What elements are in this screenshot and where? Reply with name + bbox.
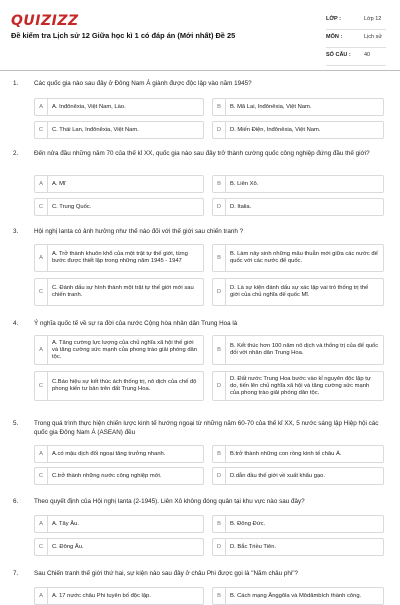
option-letter: D (213, 468, 226, 484)
option-letter: B (213, 99, 226, 115)
option-a[interactable] (34, 515, 204, 533)
option-text: B. Kết thúc hơn 100 năm nô dịch và thống trị của đế quốc đối với nhân dân Trung Hoa. (230, 343, 379, 356)
option-a[interactable] (34, 587, 204, 605)
option-letter: A (35, 176, 48, 192)
option-text: D.dẫn đầu thế giới về xuất khẩu gạo. (230, 472, 326, 479)
question-number: 4. (13, 320, 19, 327)
option-a[interactable] (34, 98, 204, 116)
meta-label: SỐ CÂU : (326, 52, 351, 58)
meta-value: Lớp 12 (364, 16, 382, 22)
option-letter: C (35, 122, 48, 138)
option-text: A.có mậu dịch đối ngoại tăng trưởng nhanh. (52, 450, 166, 457)
option-letter: C (35, 279, 48, 305)
option-c[interactable] (34, 538, 204, 556)
option-text: B. Mã Lai, Inđônêxia, Việt Nam. (230, 103, 312, 110)
option-letter: B (213, 446, 226, 462)
quizizz-logo[interactable]: QUIZIZZ (11, 13, 79, 29)
question-number: 3. (13, 228, 19, 235)
meta-row-class (326, 14, 386, 30)
option-c[interactable] (34, 467, 204, 485)
option-text: D. Italia. (230, 203, 252, 210)
option-text: C. Thái Lan, Inđônêxia, Việt Nam. (52, 126, 139, 133)
page-title: Đề kiểm tra Lịch sử 12 Giữa học kì 1 có đáp án (Mới nhất) Đề 25 (11, 31, 236, 40)
option-letter: A (35, 446, 48, 462)
meta-row-subject (326, 32, 386, 48)
option-text: C. Đánh dấu sự hình thành một trật tự thế giới mới sau chiến tranh. (52, 285, 194, 298)
option-letter: A (35, 99, 48, 115)
option-letter: B (213, 588, 226, 604)
meta-label: MÔN : (326, 34, 343, 40)
option-a[interactable] (34, 244, 204, 272)
option-letter: A (35, 516, 48, 532)
option-letter: D (213, 199, 226, 215)
option-text: C.Báo hiệu sự kết thúc ách thống trị, nô dịch của chế độ phong kiến tư bản trên đất Trung Hoa. (52, 379, 197, 392)
option-text: A. Mĩ (52, 180, 66, 187)
option-d[interactable] (212, 371, 384, 401)
option-text: A. Tây Âu. (52, 520, 79, 527)
option-letter: A (35, 336, 48, 364)
option-c[interactable] (34, 371, 204, 401)
option-text: B.trở thành những con rồng kinh tế châu Á. (230, 450, 342, 457)
question-number: 6. (13, 498, 19, 505)
header (0, 0, 400, 71)
option-c[interactable] (34, 278, 204, 306)
option-b[interactable] (212, 587, 384, 605)
option-letter: D (213, 372, 226, 400)
option-text: A. Inđônêxia, Việt Nam, Lào. (52, 103, 126, 110)
option-text: B. Đông Đức. (230, 520, 266, 527)
meta-value: 40 (364, 52, 371, 58)
option-b[interactable] (212, 244, 384, 272)
question-text: Hội nghị Ianta có ảnh hưởng như thế nào đối với thế giới sau chiến tranh ? (34, 228, 244, 235)
question-number: 1. (13, 80, 19, 87)
question-text: Các quốc gia nào sau đây ở Đông Nam Á giành được độc lập vào năm 1945? (34, 80, 252, 87)
option-text: A. Tăng cường lực lượng của chủ nghĩa xã hội thế giới và tăng cường sức mạnh của phong trào giải phóng dân tộc. (52, 339, 197, 360)
option-b[interactable] (212, 335, 384, 365)
option-letter: C (35, 539, 48, 555)
option-a[interactable] (34, 445, 204, 463)
question-number: 7. (13, 570, 19, 577)
option-b[interactable] (212, 98, 384, 116)
question-number: 2. (13, 150, 19, 157)
question-text: Ý nghĩa quốc tế về sự ra đời của nước Cộng hòa nhân dân Trung Hoa là (34, 320, 238, 327)
option-b[interactable] (212, 445, 384, 463)
option-text: A. 17 nước châu Phi tuyên bố độc lập. (52, 592, 151, 599)
option-text: D. Đất nước Trung Hoa bước vào kỉ nguyên độc lập tự do, tiến lên chủ nghĩa xã hội và tăng cường sức mạnh của phong trào giải phóng dân tộc. (230, 375, 371, 396)
option-a[interactable] (34, 335, 204, 365)
option-letter: D (213, 122, 226, 138)
option-d[interactable] (212, 538, 384, 556)
option-text: D. Miến Điện, Inđônêxia, Việt Nam. (230, 126, 321, 133)
option-text: B. Liên Xô. (230, 180, 259, 187)
meta-row-count (326, 50, 386, 66)
question-text: Trong quá trình thực hiện chiến lược kinh tế hướng ngoại từ những năm 60-70 của thế kỉ XX, 5 nước sáng lập Hiệp hội các quốc gia Đông Nam Á (ASEAN) đều (34, 420, 379, 436)
question-number: 5. (13, 420, 19, 427)
option-text: D. Bắc Triều Tiên. (230, 543, 277, 550)
option-d[interactable] (212, 467, 384, 485)
option-text: D. Là sự kiện đánh dấu sự xác lập vai trò thống trị thế giới của chủ nghĩa đế quốc Mĩ. (230, 285, 369, 298)
option-letter: C (35, 199, 48, 215)
option-a[interactable] (34, 175, 204, 193)
option-letter: D (213, 539, 226, 555)
option-d[interactable] (212, 278, 384, 306)
option-text: C. Trung Quốc. (52, 203, 92, 210)
option-d[interactable] (212, 121, 384, 139)
meta-label: LỚP : (326, 16, 341, 22)
option-letter: D (213, 279, 226, 305)
option-letter: C (35, 372, 48, 400)
meta-info (326, 14, 386, 68)
option-letter: A (35, 588, 48, 604)
option-text: B. Làm nảy sinh những mâu thuẫn mới giữa các nước đế quốc với các nước đế quốc. (230, 251, 378, 264)
option-text: C.trở thành những nước công nghiệp mới. (52, 472, 162, 479)
option-b[interactable] (212, 175, 384, 193)
option-b[interactable] (212, 515, 384, 533)
option-letter: B (213, 516, 226, 532)
option-c[interactable] (34, 121, 204, 139)
option-letter: B (213, 336, 226, 364)
option-text: C. Đông Âu. (52, 543, 84, 550)
question-text: Đến nửa đầu những năm 70 của thế kỉ XX, quốc gia nào sau đây trở thành cường quốc công nghiệp đứng đầu thế giới? (34, 150, 370, 157)
meta-value: Lịch sử (364, 34, 383, 40)
option-letter: B (213, 176, 226, 192)
option-text: B. Cách mạng Ănggôla và Môdămbích thành công. (230, 592, 362, 599)
option-c[interactable] (34, 198, 204, 216)
option-letter: A (35, 245, 48, 271)
option-d[interactable] (212, 198, 384, 216)
question-text: Sau Chiến tranh thế giới thứ hai, sự kiện nào sau đây ở châu Phi được gọi là "Năm châu phi"? (34, 570, 299, 577)
option-letter: C (35, 468, 48, 484)
question-text: Theo quyết định của Hội nghị Ianta (2-1945). Liên Xô không đóng quân tại khu vực nào sau đây? (34, 498, 305, 505)
option-text: A. Trở thành khuôn khổ của một trật tự thế giới, từng bước được thiết lập trong những năm 1945 - 1947 (52, 251, 188, 264)
option-letter: B (213, 245, 226, 271)
